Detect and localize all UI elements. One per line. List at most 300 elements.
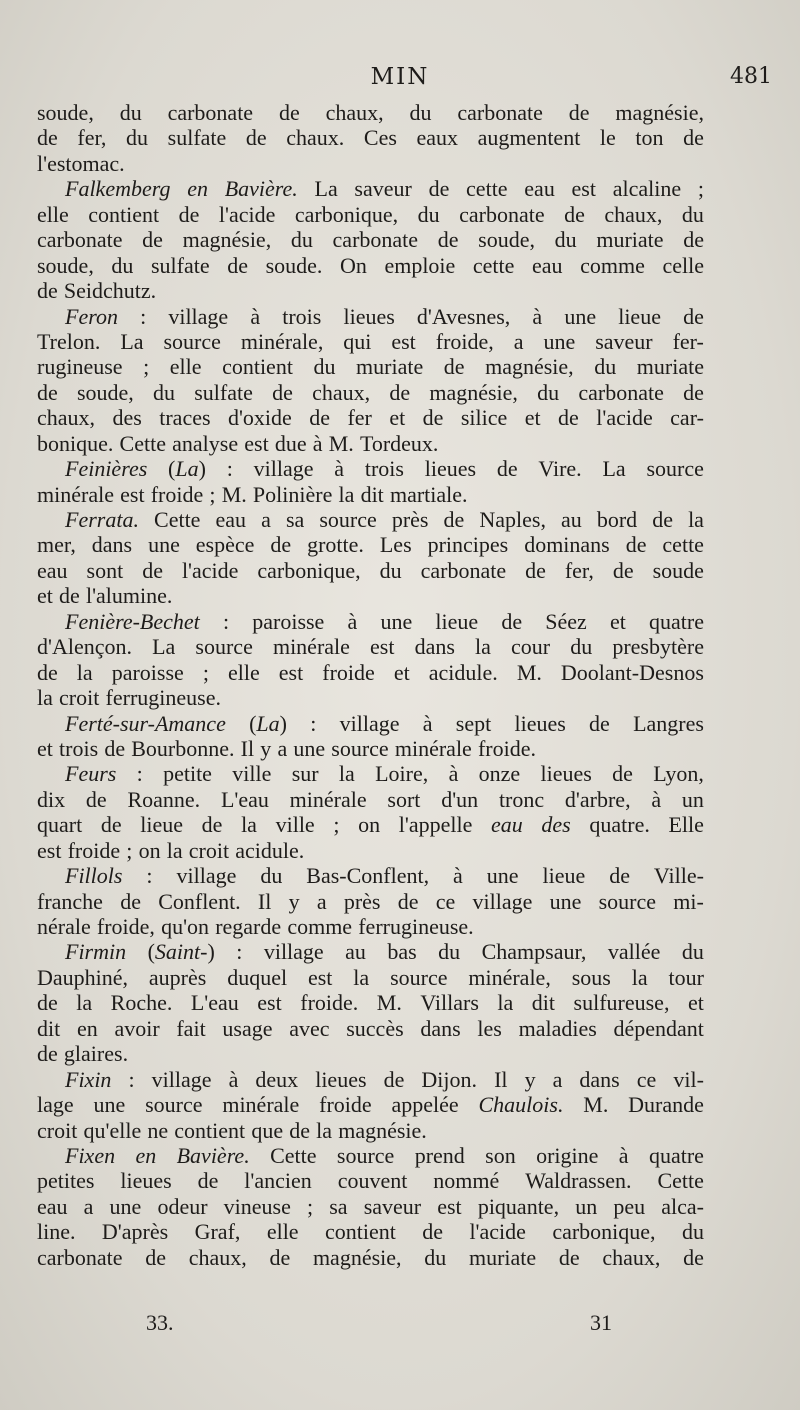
word: qui (343, 328, 372, 354)
signature-mark-left: 33. (146, 1310, 174, 1335)
word: lieues (424, 456, 477, 482)
word: source (331, 735, 389, 761)
word: Ville- (653, 863, 704, 889)
word: contient (222, 354, 293, 380)
word: nommé (433, 1168, 500, 1194)
word: On (339, 252, 367, 278)
word: de (37, 1041, 58, 1067)
word: à (453, 863, 463, 889)
word: Cette (154, 507, 201, 532)
word: paroisse (111, 659, 184, 685)
text-line (37, 354, 704, 379)
word: prend (414, 1142, 465, 1168)
word: une (293, 735, 326, 761)
word: froide (67, 837, 121, 863)
word: est (120, 481, 145, 507)
word: origine (536, 1142, 599, 1168)
word: presbytère (612, 634, 704, 660)
word: Ces (363, 125, 397, 151)
word: ferrugineuse. (105, 685, 221, 711)
word: est (571, 176, 596, 202)
word: sont (86, 557, 124, 583)
word: sept (455, 710, 492, 736)
word: Villars (420, 990, 479, 1016)
word: fer, (564, 557, 594, 583)
word: ; (209, 481, 216, 507)
word: un (575, 1193, 598, 1219)
word: quart (37, 812, 83, 838)
word: du (554, 227, 577, 253)
word: avoir (114, 1015, 160, 1041)
word: y (260, 735, 272, 761)
word: un (681, 786, 704, 812)
word: M. (516, 659, 542, 685)
word: lieues (315, 1066, 367, 1092)
word: dans (420, 1015, 461, 1041)
word: croit (188, 837, 230, 863)
word: : (310, 710, 317, 736)
word: l'estomac. (37, 150, 125, 176)
word: ; (697, 176, 704, 202)
word: de (525, 557, 546, 583)
text-line (37, 405, 704, 430)
word: Doolant-Desnos (560, 659, 704, 685)
word: l'acide (181, 557, 239, 583)
word: de (37, 659, 58, 685)
word: Bas-Conflent, (306, 863, 430, 889)
word: elle (228, 659, 260, 685)
word: de (145, 1244, 166, 1270)
word: source (163, 328, 221, 354)
word: lieue (140, 812, 184, 838)
word: soude, (37, 100, 94, 125)
word: de (428, 176, 450, 202)
word: muriate (468, 1244, 537, 1270)
word: de (37, 990, 58, 1016)
word: Tordeux. (359, 430, 439, 456)
word: de (289, 1117, 310, 1143)
word: une (543, 328, 576, 354)
word: de (501, 608, 523, 634)
word: sous (571, 964, 611, 990)
word: est (307, 964, 333, 990)
word: eau (491, 812, 523, 838)
word: la (316, 1117, 333, 1143)
word: Roanne. (127, 786, 201, 812)
word: de (245, 125, 267, 151)
word: magnésie, (312, 1244, 402, 1270)
word: la (76, 990, 93, 1016)
word: de (422, 1219, 444, 1245)
word: cour (511, 634, 551, 660)
word: Loire, (375, 761, 429, 787)
word: l'alumine. (85, 583, 173, 609)
word: à (448, 761, 459, 787)
word: ; (202, 659, 209, 685)
word: contient (174, 1117, 246, 1143)
word: la (688, 507, 704, 532)
word: d'Avesnes, (416, 303, 511, 329)
word: minérale (289, 786, 367, 812)
word: lieue (618, 303, 661, 329)
word: Bavière. (176, 1142, 250, 1168)
word: Bourbonne. (131, 735, 235, 761)
word: alcaline (612, 176, 682, 202)
word: de (683, 227, 704, 253)
word: acidule. (428, 659, 498, 685)
word: du (379, 557, 402, 583)
text-line (37, 1245, 704, 1270)
word: Champsaur, (481, 939, 587, 965)
word: : (140, 303, 147, 329)
word: franche (37, 888, 103, 914)
word: petites (37, 1168, 95, 1194)
word: deux (255, 1066, 299, 1092)
word: Elle (668, 812, 704, 838)
text-line (37, 507, 704, 532)
word: eau (37, 1193, 68, 1219)
word: est (370, 634, 395, 660)
word: saveur (354, 176, 412, 202)
text-line (37, 1168, 704, 1193)
word: de (85, 786, 107, 812)
word: ton (635, 125, 664, 151)
word: D'après (101, 1219, 169, 1245)
word: chaux, (188, 1244, 247, 1270)
word: Trelon. (37, 328, 101, 354)
word: est (244, 430, 269, 456)
text-line (37, 812, 704, 837)
word: carbonate (37, 227, 123, 253)
word: magnésie, (615, 100, 704, 125)
word: fer- (672, 328, 704, 354)
word: tronc (498, 786, 545, 812)
word: Il (240, 735, 255, 761)
text-line (37, 278, 704, 303)
word: de (652, 507, 673, 532)
text-line (37, 1194, 704, 1219)
word: la (631, 964, 648, 990)
word: alca- (661, 1193, 704, 1219)
word: Cette (270, 1142, 317, 1168)
word: ville (232, 761, 272, 787)
word: lieue (435, 608, 479, 634)
word: que (251, 1117, 284, 1143)
word: l'ancien (244, 1168, 312, 1194)
word: magnésie, (182, 227, 272, 253)
text-line (37, 125, 704, 150)
text-line (37, 838, 704, 863)
word: Séez (545, 608, 587, 634)
word: avec (289, 1015, 330, 1041)
word: au (345, 939, 366, 965)
word: du (681, 201, 704, 227)
word: Dijon. (421, 1066, 478, 1092)
word: est (391, 328, 416, 354)
word: elle (266, 1219, 299, 1245)
word: nérale (37, 914, 91, 939)
word: de (383, 1066, 405, 1092)
word: a (316, 888, 327, 914)
word: village (339, 710, 400, 736)
body-text (37, 100, 704, 1270)
word: a (261, 507, 271, 532)
word: La (152, 634, 176, 660)
word: de (309, 405, 331, 431)
word: Durande (628, 1092, 704, 1118)
word: muriate (596, 227, 664, 253)
word: à (651, 786, 662, 812)
text-line (37, 660, 704, 685)
word: croit (37, 1117, 78, 1143)
word: est (257, 990, 282, 1016)
word: Chaulois. (478, 1092, 564, 1118)
word: la (338, 761, 355, 787)
word: eau (524, 176, 555, 202)
word: soude, (76, 379, 134, 405)
word: Seidchutz. (63, 278, 157, 304)
word: de (37, 379, 58, 405)
word: soude, (478, 227, 535, 253)
word: village (168, 303, 229, 329)
word: soude, (37, 252, 94, 278)
word: lieue (542, 863, 586, 889)
word: mer, (37, 532, 76, 558)
word: la (241, 812, 257, 838)
word: les (477, 1015, 502, 1041)
word: ville (275, 812, 315, 838)
word: chaux, (312, 379, 371, 405)
text-line (37, 965, 704, 990)
word: et (37, 735, 53, 761)
word: contient (324, 1219, 396, 1245)
word: usage (222, 1015, 273, 1041)
word: source (390, 964, 448, 990)
word: Polinière (252, 481, 333, 507)
text-line (37, 609, 704, 634)
word: Graf, (194, 1219, 241, 1245)
word: martiale. (389, 481, 468, 507)
word: (Saint-) (147, 939, 215, 965)
word: eau (37, 557, 68, 583)
word: du (681, 939, 704, 965)
text-line (37, 558, 704, 583)
word: ; (143, 354, 150, 380)
word: sur (291, 761, 319, 787)
text-line (37, 1016, 704, 1041)
word: dans (579, 1066, 620, 1092)
word: cette (662, 532, 704, 558)
word: l'appelle (398, 812, 473, 838)
word: une (549, 888, 582, 914)
word: M. (583, 1092, 609, 1118)
word: soude (652, 557, 704, 583)
word: du (409, 100, 432, 125)
word: une (148, 532, 180, 558)
word: principes (427, 532, 509, 558)
word: de (389, 379, 411, 405)
word: le (599, 125, 616, 151)
word: de (558, 1244, 580, 1270)
word: piquante, (477, 1193, 560, 1219)
word: elle (169, 354, 202, 380)
word: (La) (168, 456, 206, 482)
word: sulfureuse, (573, 990, 670, 1016)
word: et (389, 405, 406, 431)
word: lieues (120, 1168, 172, 1194)
word: regarde (215, 914, 282, 939)
word: froide, (96, 914, 155, 939)
word: est (278, 659, 304, 685)
word: ; (333, 812, 340, 838)
word: de (269, 1244, 291, 1270)
word: onze (478, 761, 521, 787)
word: et (393, 659, 410, 685)
word: M. (221, 481, 247, 507)
word: froide. (300, 990, 359, 1016)
text-line (37, 914, 704, 939)
word: (La) (249, 710, 287, 736)
word: Naples, (479, 507, 546, 532)
word: du (537, 379, 560, 405)
word: minérale (394, 735, 472, 761)
word: lieues (540, 761, 592, 787)
word: du (111, 252, 134, 278)
word: du (681, 1219, 704, 1245)
word: : (226, 456, 233, 482)
word: eau (532, 252, 563, 278)
word: saveur (595, 328, 653, 354)
word: carbonique, (257, 557, 361, 583)
word: couvent (337, 1168, 408, 1194)
text-line (37, 1219, 704, 1244)
word: de (272, 379, 293, 405)
word: du (438, 939, 461, 965)
text-line (37, 1118, 704, 1143)
word: ce (435, 888, 456, 914)
word: line. (37, 1219, 76, 1245)
text-line (37, 939, 704, 964)
word: : (236, 939, 243, 965)
word: ; (126, 837, 133, 863)
word: Fillols (65, 863, 123, 889)
word: y (288, 888, 300, 914)
word: M. (328, 430, 354, 456)
word: a (513, 328, 524, 354)
word: carbonate (578, 379, 664, 405)
word: de (564, 201, 585, 227)
word: froide (322, 659, 375, 685)
word: analyse (172, 430, 239, 456)
word: elle (37, 201, 69, 227)
word: celle (662, 252, 704, 278)
word: une (486, 863, 519, 889)
word: Fenière-Bechet (65, 608, 200, 634)
word: fer, (77, 125, 107, 151)
word: vil- (673, 1066, 704, 1092)
word: à (532, 303, 543, 329)
word: du (594, 354, 617, 380)
word: en (76, 1015, 98, 1041)
word: : (146, 863, 153, 889)
word: sa (329, 1193, 348, 1219)
word: dans (91, 532, 133, 558)
word: Lyon, (653, 761, 704, 787)
word: de (437, 227, 459, 253)
text-line (37, 482, 704, 507)
word: Il (494, 1066, 508, 1092)
text-line (37, 863, 704, 888)
text-line (37, 532, 704, 557)
word: la (338, 481, 355, 507)
word: est (37, 837, 62, 863)
word: carbonate (420, 557, 507, 583)
word: source (598, 888, 657, 914)
word: à (334, 456, 345, 482)
word: de (142, 557, 163, 583)
word: de (227, 252, 248, 278)
word: dans (414, 634, 455, 660)
word: sulfate (167, 125, 227, 151)
word: en (187, 176, 208, 202)
word: froide (319, 1092, 372, 1118)
word: : (128, 1066, 135, 1092)
word: d'Alençon. (37, 634, 132, 660)
word: Bavière. (224, 176, 298, 202)
word: car- (670, 405, 704, 431)
word: grotte. (307, 532, 364, 558)
word: lieues (514, 710, 566, 736)
word: village (253, 456, 314, 482)
word: Fixen (65, 1142, 116, 1168)
word: carbonate (459, 201, 545, 227)
page-header (0, 62, 800, 98)
word: du (313, 354, 336, 380)
text-line (37, 227, 704, 252)
word: y (524, 1066, 536, 1092)
word: de (609, 863, 630, 889)
word: Roche. (110, 990, 173, 1016)
word: maladies (518, 1015, 597, 1041)
word: La (602, 456, 626, 482)
word: Cette (657, 1168, 704, 1194)
word: emploie (384, 252, 456, 278)
text-line (37, 685, 704, 710)
text-line (37, 1067, 704, 1092)
word: ce (636, 1066, 657, 1092)
word: froide. (477, 735, 537, 761)
word: près (343, 888, 381, 914)
word: bord (596, 507, 638, 532)
word: source (336, 1142, 395, 1168)
word: de (104, 735, 126, 761)
word: sulfate (194, 379, 253, 405)
word: du (424, 1244, 447, 1270)
word: Vire. (538, 456, 582, 482)
word: source (646, 456, 704, 482)
text-line (37, 787, 704, 812)
word: chaux, (602, 1244, 661, 1270)
word: d'arbre, (564, 786, 631, 812)
word: : (136, 761, 143, 787)
word: de (558, 405, 579, 431)
text-line (37, 761, 704, 786)
word: rugineuse (37, 354, 123, 380)
word: comme (287, 914, 353, 939)
word: due (274, 430, 307, 456)
word: chaux. (286, 125, 345, 151)
word: est (437, 1193, 462, 1219)
